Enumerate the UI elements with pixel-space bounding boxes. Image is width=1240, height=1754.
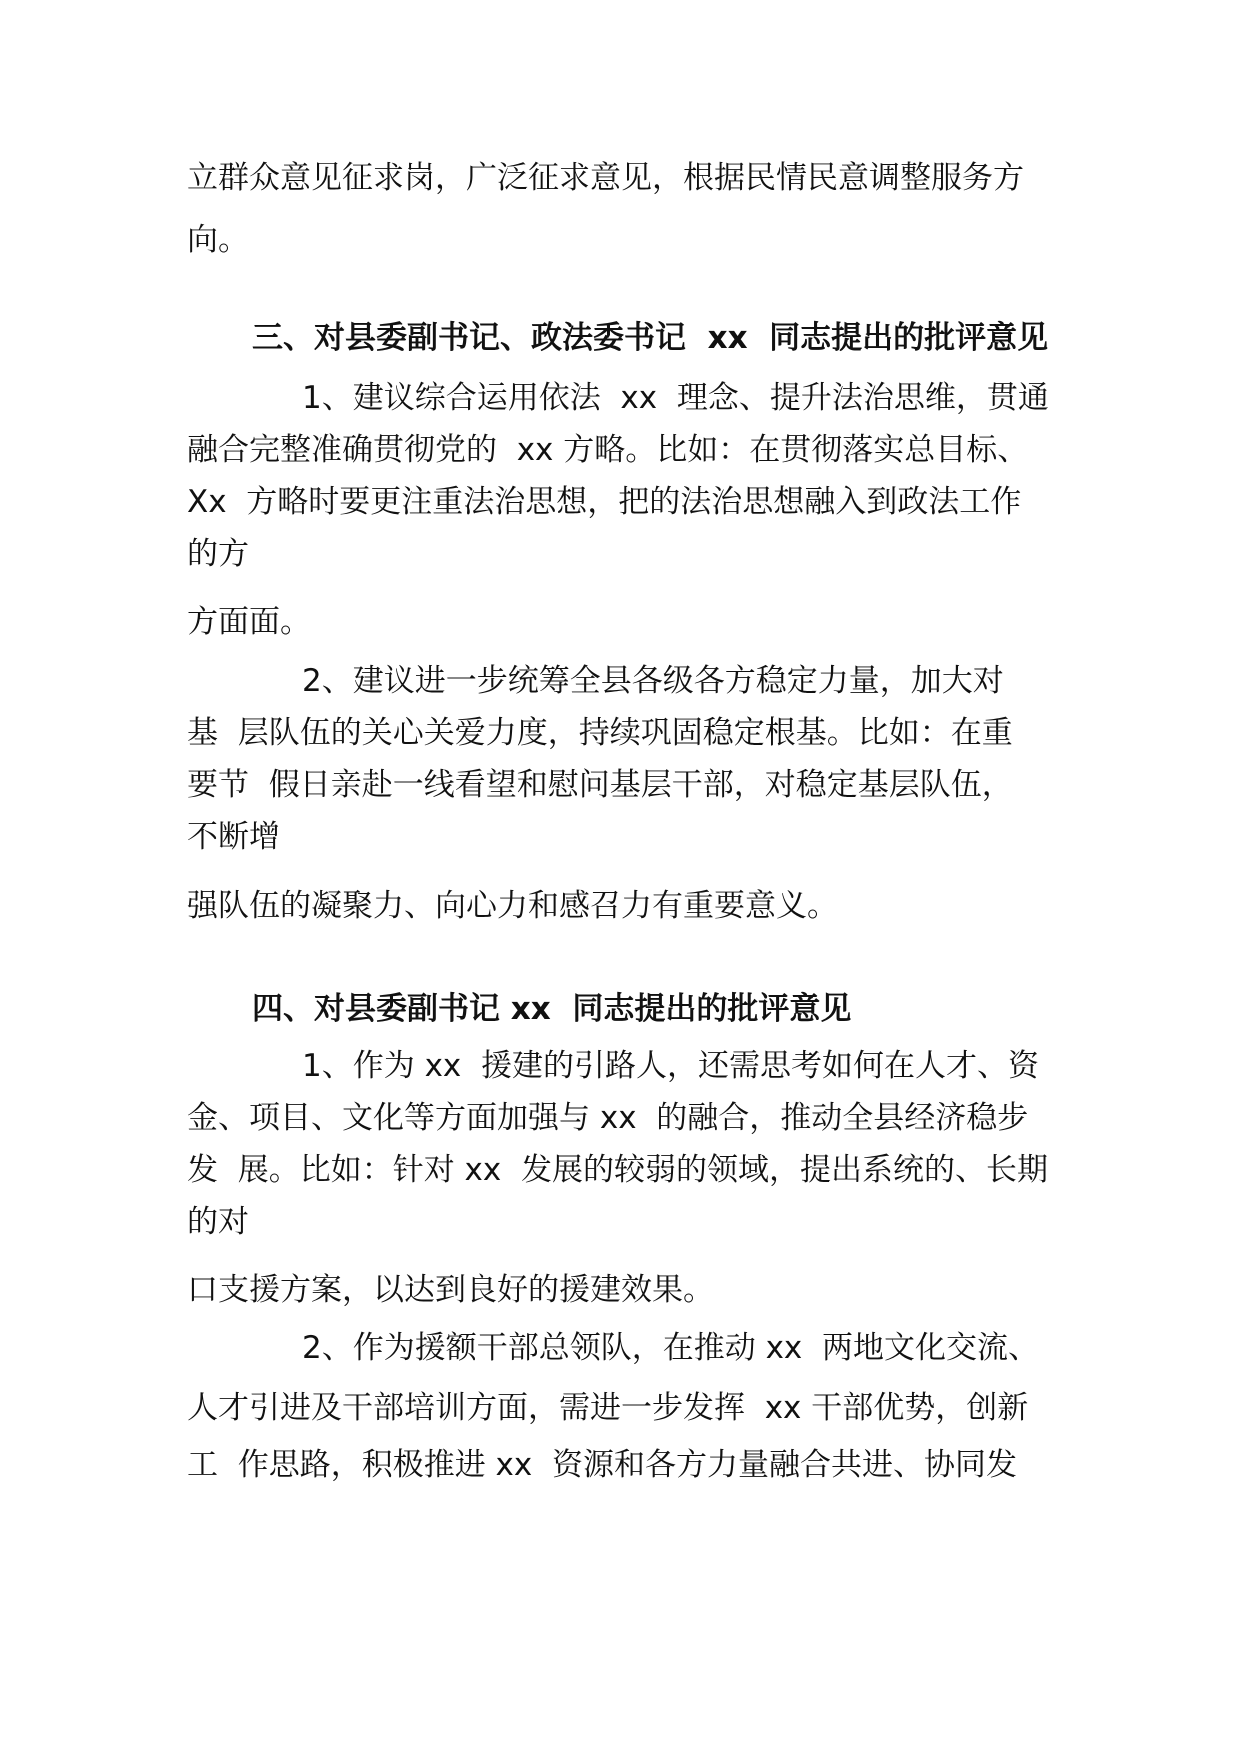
item-line: 强队伍的凝聚力、向心力和感召力有重要意义。 [187, 888, 838, 924]
item-line: 的对 [187, 1204, 249, 1240]
section-heading: 三、对县委副书记、政法委书记 xx 同志提出的批评意见 [252, 320, 1049, 356]
item-line: 不断增 [187, 819, 280, 855]
item-line: 2、建议进一步统筹全县各级各方稳定力量，加大对 [302, 663, 1004, 699]
item-line: 融合完整准确贯彻党的 xx 方略。比如：在贯彻落实总目标、 [187, 432, 1029, 468]
section-heading: 四、对县委副书记 xx 同志提出的批评意见 [252, 991, 852, 1027]
item-line: 金、项目、文化等方面加强与 xx 的融合，推动全县经济稳步 [187, 1100, 1029, 1136]
paragraph-line: 向。 [187, 222, 249, 258]
item-line: 发 展。比如：针对 xx 发展的较弱的领域，提出系统的、长期 [187, 1152, 1048, 1188]
item-line: 1、建议综合运用依法 xx 理念、提升法治思维，贯通 [302, 380, 1049, 416]
item-line: 1、作为 xx 援建的引路人，还需思考如何在人才、资 [302, 1048, 1039, 1084]
item-line: 方面面。 [187, 604, 311, 640]
item-line: 基 层队伍的关心关爱力度，持续巩固稳定根基。比如：在重 [187, 715, 1013, 751]
item-line: 的方 [187, 536, 249, 572]
paragraph-line: 立群众意见征求岗，广泛征求意见，根据民情民意调整服务方 [187, 160, 1024, 196]
item-line: Xx 方略时要更注重法治思想，把的法治思想融入到政法工作 [187, 484, 1022, 520]
item-line: 要节 假日亲赴一线看望和慰问基层干部，对稳定基层队伍， [187, 767, 1013, 803]
item-line: 人才引进及干部培训方面，需进一步发挥 xx 干部优势，创新 [187, 1390, 1029, 1426]
item-line: 口支援方案，以达到良好的援建效果。 [187, 1272, 714, 1308]
item-line: 工 作思路，积极推进 xx 资源和各方力量融合共进、协同发 [187, 1447, 1017, 1483]
item-line: 2、作为援额干部总领队，在推动 xx 两地文化交流、 [302, 1330, 1039, 1366]
